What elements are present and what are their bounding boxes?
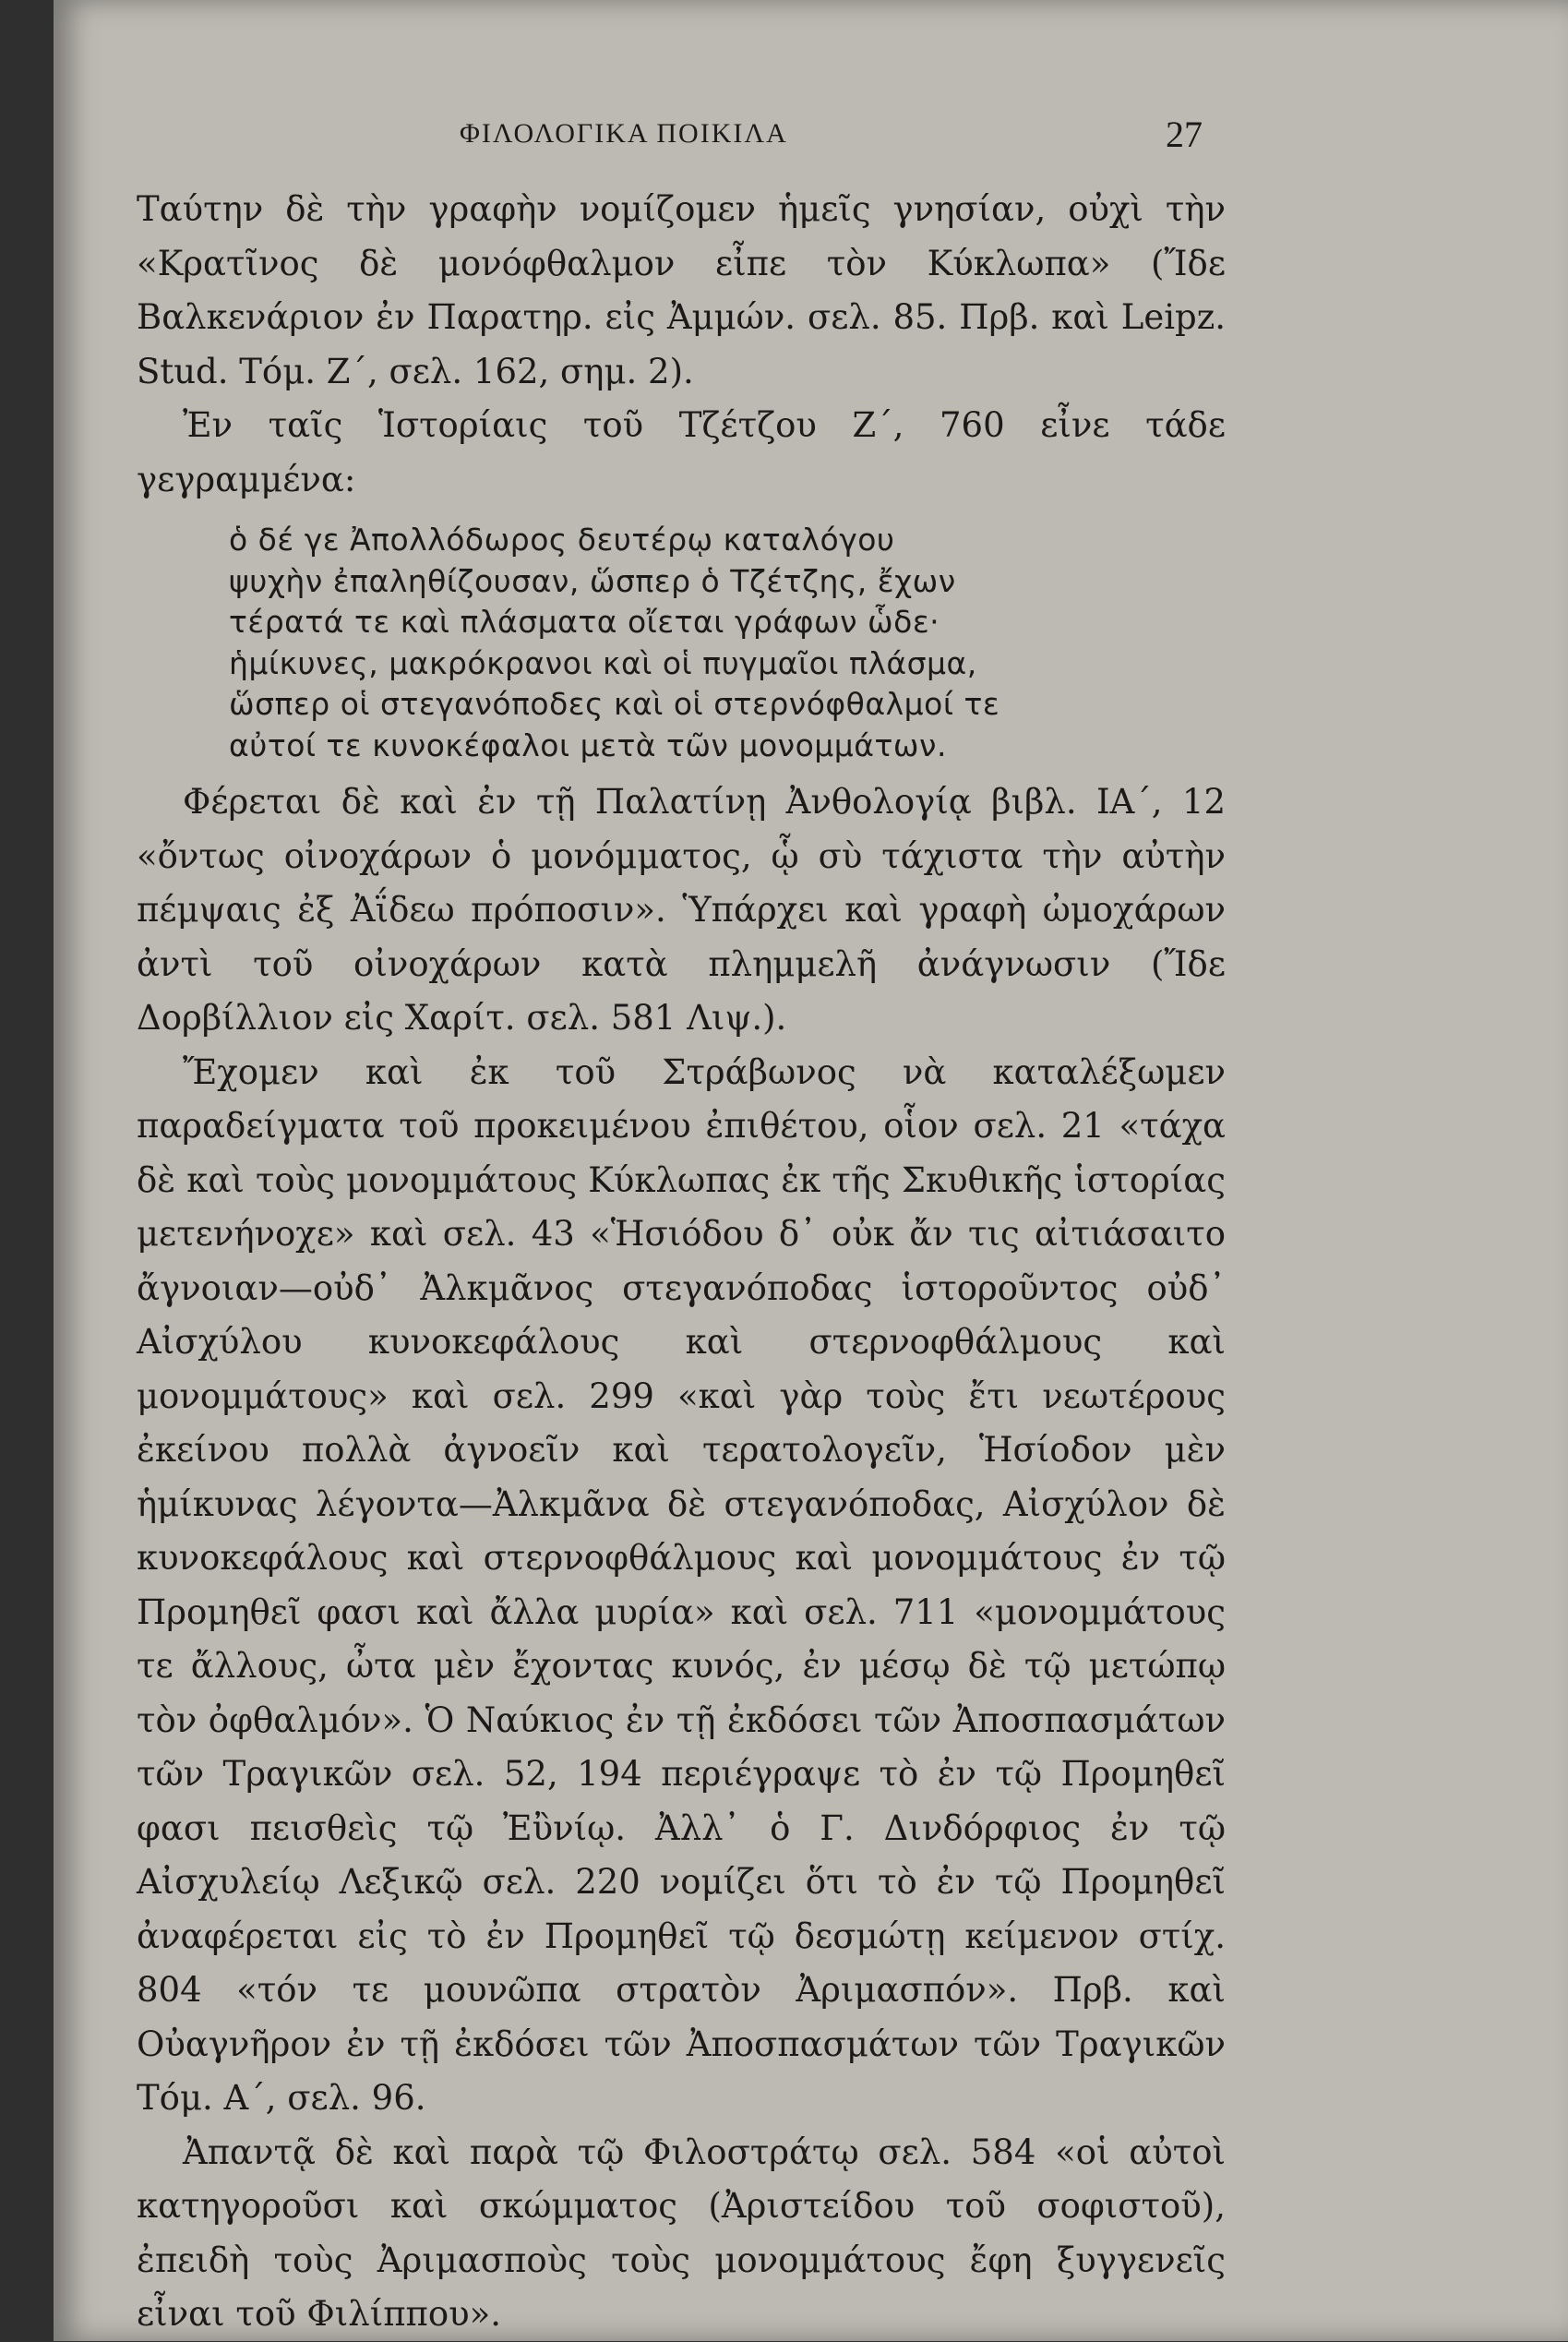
page-body [137, 183, 1226, 2342]
verse-line: ὁ δέ γε Ἀπολλόδωρος δευτέρῳ καταλόγου [229, 522, 895, 558]
paragraph-5: Ἀπαντᾷ δὲ καὶ παρὰ τῷ Φιλοστράτῳ σελ. 584 «οἱ αὐτοὶ κατηγοροῦσι καὶ σκώμματος (Ἀριστείδου τοῦ σοφιστοῦ), ἐπειδὴ τοὺς Ἀριμασποὺς τοὺς μονομμάτους ἔφη ξυγγενεῖς εἶναι τοῦ Φιλίππου». [137, 2132, 1226, 2334]
paragraph-3: Φέρεται δὲ καὶ ἐν τῇ Παλατίνῃ Ἀνθολογίᾳ βιβλ. ΙΑ΄, 12 «ὄντως οἰνοχάρων ὁ μονόμματος, ᾧ σὺ τάχιστα τὴν αὐτὴν πέμψαις ἐξ Ἀΐδεω πρόποσιν». Ὑπάρχει καὶ γραφὴ ὠμοχάρων ἀντὶ τοῦ οἰνοχάρων κατὰ πλημμελῆ ἀνάγνωσιν (Ἴδε Δορβίλλιον εἰς Χαρίτ. σελ. 581 Λιψ.). [137, 782, 1226, 1038]
verse-line: ὥσπερ οἱ στεγανόποδες καὶ οἱ στερνόφθαλμοί τε [229, 686, 1000, 722]
paragraph-1: Ταύτην δὲ τὴν γραφὴν νομίζομεν ἡμεῖς γνησίαν, οὐχὶ τὴν «Κρατῖνος δὲ μονόφθαλμον εἶπε τὸν Κύκλωπα» (Ἴδε Βαλκενάριον ἐν Παρατηρ. εἰς Ἀμμών. σελ. 85. Πρβ. καὶ Leipz. Stud. Τόμ. Ζ΄, σελ. 162, σημ. 2). [137, 189, 1226, 391]
verse-line: ἡμίκυνες, μακρόκρανοι καὶ οἱ πυγμαῖοι πλάσμα, [229, 644, 977, 681]
page-number: 27 [1166, 114, 1203, 155]
paragraph-2: Ἐν ταῖς Ἱστορίαις τοῦ Τζέτζου Ζ΄, 760 εἶνε τάδε γεγραμμένα: [137, 405, 1226, 499]
verse-quotation [229, 520, 1226, 766]
paragraph-4: Ἔχομεν καὶ ἐκ τοῦ Στράβωνος νὰ καταλέξωμεν παραδείγματα τοῦ προκειμένου ἐπιθέτου, οἷον σελ. 21 «τάχα δὲ καὶ τοὺς μονομμάτους Κύκλωπας ἐκ τῆς Σκυθικῆς ἱστορίας μετενήνοχε» καὶ σελ. 43 «Ἡσιόδου δ᾽ οὐκ ἄν τις αἰτιάσαιτο ἄγνοιαν—οὐδ᾽ Ἀλκμᾶνος στεγανόποδας ἱστοροῦντος οὐδ᾽ Αἰσχύλου κυνοκεφάλους καὶ στερνοφθάλμους καὶ μονομμάτους» καὶ σελ. 299 «καὶ γὰρ τοὺς ἔτι νεωτέρους ἐκείνου πολλὰ ἀγνοεῖν καὶ τερατολογεῖν, Ἡσίοδον μὲν ἡμίκυνας λέγοντα—Ἀλκμᾶνα δὲ στεγανόποδας, Αἰσχύλον δὲ κυνοκεφάλους καὶ στερνοφθάλμους καὶ μονομμάτους ἐν τῷ Προμηθεῖ φασι καὶ ἄλλα μυρία» καὶ σελ. 711 «μονομμάτους τε ἄλλους, ὦτα μὲν ἔχοντας κυνός, ἐν μέσῳ δὲ τῷ μετώπῳ τὸν ὀφθαλμόν». Ὁ Ναύκιος ἐν τῇ ἐκδόσει τῶν Ἀποσπασμάτων τῶν Τραγικῶν σελ. 52, 194 περιέγραψε τὸ ἐν τῷ Προμηθεῖ φασι πεισθεὶς τῷ Ἐὒνίῳ. Ἀλλ᾽ ὁ Γ. Δινδόρφιος ἐν τῷ Αἰσχυλείῳ Λεξικῷ σελ. 220 νομίζει ὅτι τὸ ἐν τῷ Προμηθεῖ ἀναφέρεται εἰς τὸ ἐν Προμηθεῖ τῷ δεσμώτῃ κείμενον στίχ. 804 «τόν τε μουνῶπα στρατὸν Ἀριμασπόν». Πρβ. καὶ Οὐαγνῆρον ἐν τῇ ἐκδόσει τῶν Ἀποσπασμάτων τῶν Τραγικῶν Τόμ. Α΄, σελ. 96. [137, 1051, 1226, 2118]
verse-line: αὐτοί τε κυνοκέφαλοι μετὰ τῶν μονομμάτων. [229, 727, 947, 763]
verse-line: ψυχὴν ἐπαληθίζουσαν, ὥσπερ ὁ Τζέτζης, ἔχων [229, 562, 956, 599]
running-head: ΦΙΛΟΛΟΓΙΚΑ ΠΟΙΚΙΛΑ [460, 118, 788, 149]
book-page [54, 0, 1568, 2341]
page-header [54, 114, 1568, 164]
verse-line: τέρατά τε καὶ πλάσματα οἴεται γράφων ὧδε· [229, 604, 940, 640]
